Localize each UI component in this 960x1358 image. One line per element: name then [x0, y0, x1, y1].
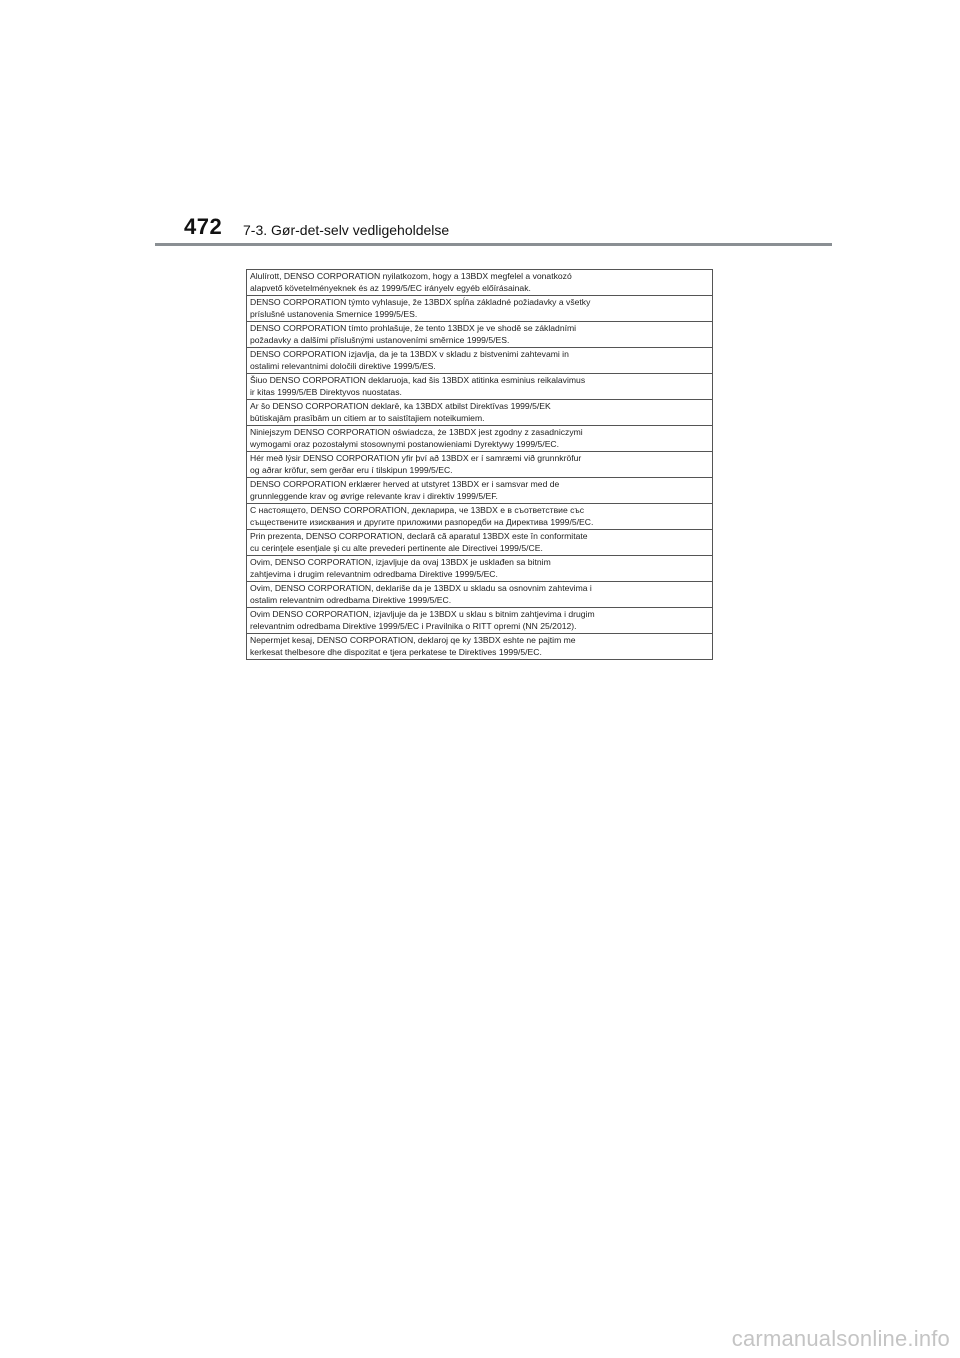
declaration-line: DENSO CORPORATION izjavlja, da je ta 13BDX v skladu z bistvenimi zahtevami in [250, 349, 569, 359]
declaration-line: ostalimi relevantnimi določili direktive 1999/5/ES. [250, 360, 436, 371]
declaration-line: príslušné ustanovenia Smernice 1999/5/ES. [250, 308, 418, 319]
declaration-row-bulgarian [247, 504, 712, 530]
declaration-line: Šiuo DENSO CORPORATION deklaruoja, kad šis 13BDX atitinka esminius reikalavimus [250, 375, 586, 385]
declaration-row-romanian [247, 530, 712, 556]
declaration-line: Alulírott, DENSO CORPORATION nyilatkozom, hogy a 13BDX megfelel a vonatkozó [250, 271, 572, 281]
site-watermark: carmanualsonline.info [731, 1326, 950, 1351]
declaration-line: wymogami oraz pozostałymi stosownymi postanowieniami Dyrektywy 1999/5/EC. [250, 438, 560, 449]
declaration-row-hungarian [247, 270, 712, 296]
declaration-line: alapvető követelményeknek és az 1999/5/EC irányelv egyéb előírásainak. [250, 282, 531, 293]
declaration-row-polish [247, 426, 712, 452]
declaration-row-slovak [247, 296, 712, 322]
declaration-line: Ovim DENSO CORPORATION, izjavljuje da je 13BDX u sklau s bitnim zahtjevima i drugim [250, 609, 595, 619]
declaration-line: Ovim, DENSO CORPORATION, deklariše da je 13BDX u skladu sa osnovnim zahtevima i [250, 583, 592, 593]
declaration-line: grunnleggende krav og øvrige relevante krav i direktiv 1999/5/EF. [250, 490, 498, 501]
declaration-row-bosnian [247, 556, 712, 582]
declaration-row-norwegian [247, 478, 712, 504]
declaration-line: og aðrar kröfur, sem gerðar eru í tilskipun 1999/5/EC. [250, 464, 453, 475]
declaration-line: Nepermjet kesaj, DENSO CORPORATION, deklaroj qe ky 13BDX eshte ne pajtim me [250, 635, 576, 645]
declaration-row-slovenian [247, 348, 712, 374]
declaration-line: Prin prezenta, DENSO CORPORATION, declară că aparatul 13BDX este în conformitate [250, 531, 588, 541]
declaration-line: Ovim, DENSO CORPORATION, izjavljuje da ovaj 13BDX je usklađen sa bitnim [250, 557, 551, 567]
section-title: 7-3. Gør-det-selv vedligeholdelse [243, 222, 450, 238]
declaration-line: С настоящето, DENSO CORPORATION, декларира, че 13BDX е в съответствие със [250, 505, 585, 515]
declaration-row-croatian [247, 608, 712, 634]
declaration-line: Hér með lýsir DENSO CORPORATION yfir því að 13BDX er í samræmi við grunnkröfur [250, 453, 582, 463]
declaration-line: ostalim relevantnim odredbama Direktive 1999/5/EC. [250, 594, 452, 605]
declaration-line: cu cerinţele esenţiale şi cu alte prevederi pertinente ale Directivei 1999/5/CE. [250, 542, 543, 553]
declaration-of-conformity-table [246, 269, 713, 660]
declaration-row-czech [247, 322, 712, 348]
header-divider [155, 243, 832, 246]
declaration-row-serbian [247, 582, 712, 608]
declaration-row-lithuanian [247, 374, 712, 400]
declaration-line: DENSO CORPORATION tímto prohlašuje, že tento 13BDX je ve shodě se základními [250, 323, 577, 333]
page-number: 472 [184, 214, 223, 239]
declaration-line: kerkesat thelbesore dhe dispozitat e tjera perkatese te Direktives 1999/5/EC. [250, 646, 542, 657]
declaration-line: Ar šo DENSO CORPORATION deklarē, ka 13BDX atbilst Direktīvas 1999/5/EK [250, 401, 551, 411]
declaration-line: požadavky a dalšími příslušnými ustanoveními směrnice 1999/5/ES. [250, 334, 510, 345]
declaration-row-albanian [247, 634, 712, 660]
declaration-line: būtiskajām prasībām un citiem ar to saistītajiem noteikumiem. [250, 412, 485, 423]
declaration-row-latvian [247, 400, 712, 426]
declaration-line: съществените изисквания и другите приложими разпоредби на Директива 1999/5/EC. [250, 516, 594, 527]
declaration-line: DENSO CORPORATION erklærer herved at utstyret 13BDX er i samsvar med de [250, 479, 560, 489]
declaration-line: Niniejszym DENSO CORPORATION oświadcza, że 13BDX jest zgodny z zasadniczymi [250, 427, 583, 437]
declaration-line: zahtjevima i drugim relevantnim odredbama Direktive 1999/5/EC. [250, 568, 498, 579]
declaration-line: relevantnim odredbama Direktive 1999/5/EC i Pravilnika o RITT opremi (NN 25/2012). [250, 620, 577, 631]
declaration-row-icelandic [247, 452, 712, 478]
declaration-line: ir kitas 1999/5/EB Direktyvos nuostatas. [250, 386, 402, 397]
declaration-line: DENSO CORPORATION týmto vyhlasuje, že 13BDX spĺňa základné požiadavky a všetky [250, 297, 591, 307]
